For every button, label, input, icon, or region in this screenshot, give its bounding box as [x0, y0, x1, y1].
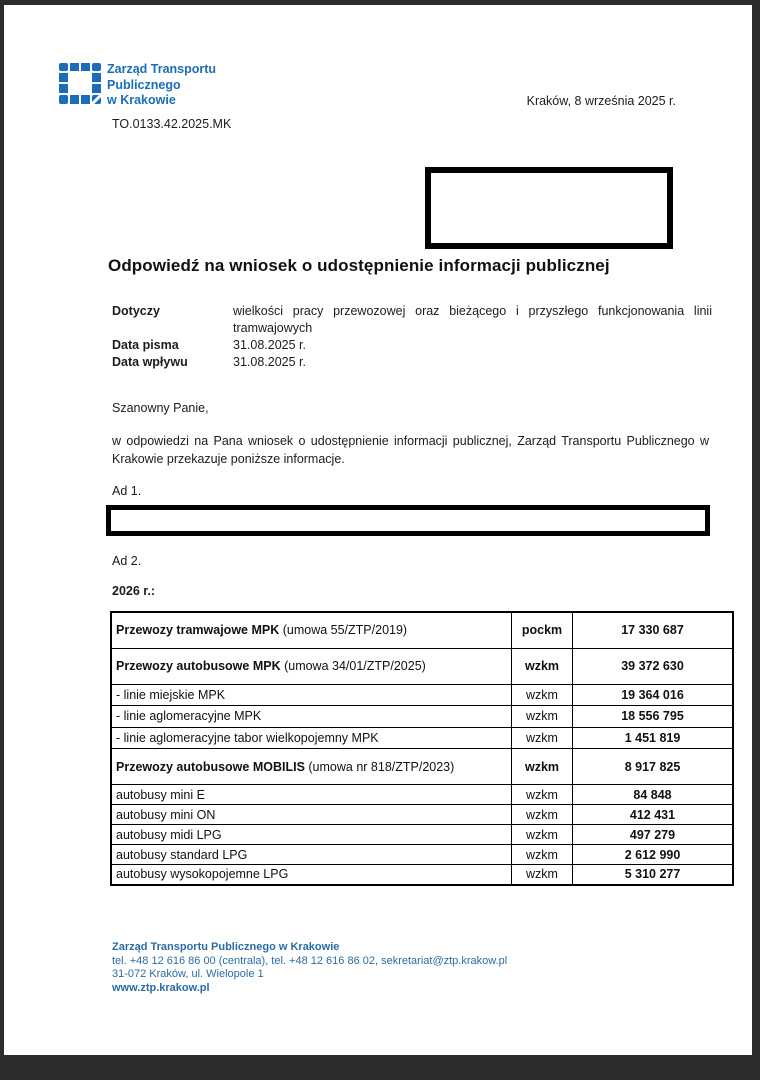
year-heading: 2026 r.: [112, 584, 156, 598]
row-label-rest: - linie aglomeracyjne tabor wielkopojemny MPK [116, 730, 379, 745]
row-value-cell: 39 372 630 [573, 648, 734, 684]
ad1-label: Ad 1. [112, 484, 142, 498]
row-label-cell [111, 749, 512, 785]
row-label-strong: Przewozy tramwajowe MPK [116, 623, 280, 638]
dateline: Kraków, 8 września 2025 r. [526, 94, 676, 108]
meta-label: Data wpływu [112, 355, 188, 369]
meta-row-letter-date [112, 337, 712, 354]
row-label-cell [111, 805, 512, 825]
document-page [4, 5, 752, 1055]
table-row [111, 706, 733, 728]
row-label-cell [111, 865, 512, 885]
row-label-cell [111, 706, 512, 728]
row-label-rest: autobusy mini ON [116, 807, 216, 822]
row-label-rest: autobusy midi LPG [116, 827, 222, 842]
row-label-strong: Przewozy autobusowe MOBILIS [116, 759, 305, 774]
row-label-rest: autobusy mini E [116, 787, 205, 802]
redaction-box-recipient [425, 167, 673, 249]
row-label-strong: Przewozy autobusowe MPK [116, 659, 281, 673]
meta-value: wielkości pracy przewozowej oraz bieżącego i przyszłego funkcjonowania linii tramwajowych [233, 304, 712, 335]
row-unit-cell: wzkm [512, 865, 573, 885]
row-value-cell: 1 451 819 [573, 727, 734, 749]
row-value-cell: 2 612 990 [573, 845, 734, 865]
salutation: Szanowny Panie, [112, 401, 209, 415]
meta-label: Dotyczy [112, 304, 160, 318]
table-row [111, 612, 733, 648]
table-row [111, 785, 733, 805]
row-label-cell [111, 825, 512, 845]
table-row [111, 845, 733, 865]
row-label-cell [111, 727, 512, 749]
row-value-cell: 5 310 277 [573, 865, 734, 885]
reference-number: TO.0133.42.2025.MK [112, 117, 232, 131]
row-label-cell [111, 785, 512, 805]
org-name [107, 62, 216, 109]
table-row [111, 684, 733, 706]
org-name-line: Zarząd Transportu [107, 62, 217, 76]
letter-title: Odpowiedź na wniosek o udostępnienie informacji publicznej [108, 256, 610, 275]
org-name-line: Publicznego [107, 77, 181, 92]
row-label-rest: autobusy standard LPG [116, 847, 248, 862]
row-unit-cell: wzkm [512, 825, 573, 845]
org-name-line: w Krakowie [107, 93, 176, 107]
meta-block [112, 303, 712, 371]
row-unit-cell: wzkm [512, 749, 573, 785]
row-value-cell: 84 848 [573, 785, 734, 805]
table-row [111, 749, 733, 785]
row-unit-cell: wzkm [512, 706, 573, 728]
redaction-box-ad1 [106, 505, 710, 536]
transport-work-table [110, 611, 734, 886]
work-table-body [111, 612, 733, 885]
table-row [111, 648, 733, 684]
table-row [111, 825, 733, 845]
row-unit-cell: wzkm [512, 805, 573, 825]
row-label-rest: autobusy wysokopojemne LPG [116, 867, 289, 882]
row-label-rest: (umowa nr 818/ZTP/2023) [304, 759, 455, 774]
meta-row-subject [112, 303, 712, 337]
row-label-rest: - linie aglomeracyjne MPK [116, 709, 262, 724]
meta-label: Data pisma [112, 338, 179, 352]
row-unit-cell: wzkm [512, 727, 573, 749]
row-unit-cell: wzkm [512, 684, 573, 706]
row-label-cell [111, 612, 512, 648]
row-value-cell: 19 364 016 [573, 684, 734, 706]
row-unit-cell: wzkm [512, 785, 573, 805]
ztp-logo-icon [58, 62, 102, 106]
row-label-rest: (umowa 34/01/ZTP/2025) [280, 659, 426, 673]
footer-org-name: Zarząd Transportu Publicznego w Krakowie [112, 941, 340, 953]
meta-value: 31.08.2025 r. [233, 338, 306, 352]
row-label-cell [111, 845, 512, 865]
footer-phone-email: tel. +48 12 616 86 00 (centrala), tel. +48 12 616 86 02, sekretariat@ztp.krakow.pl [112, 954, 508, 967]
row-label-cell [111, 648, 512, 684]
footer-address: 31-072 Kraków, ul. Wielopole 1 [112, 968, 264, 980]
table-row [111, 727, 733, 749]
table-row [111, 865, 733, 885]
meta-value: 31.08.2025 r. [233, 355, 306, 369]
row-value-cell: 412 431 [573, 805, 734, 825]
row-label-cell [111, 684, 512, 706]
meta-row-received-date [112, 354, 712, 371]
row-unit-cell: pockm [512, 612, 573, 648]
row-value-cell: 18 556 795 [573, 706, 734, 728]
row-value-cell: 497 279 [573, 825, 734, 845]
row-unit-cell: wzkm [512, 845, 573, 865]
row-value-cell: 8 917 825 [573, 749, 734, 785]
row-label-rest: (umowa 55/ZTP/2019) [279, 623, 408, 638]
row-label-rest: - linie miejskie MPK [116, 687, 226, 702]
row-unit-cell: wzkm [512, 648, 573, 684]
row-value-cell: 17 330 687 [573, 612, 734, 648]
footer-website: www.ztp.krakow.pl [112, 981, 210, 994]
ad2-label: Ad 2. [112, 554, 142, 568]
table-row [111, 805, 733, 825]
body-paragraph: w odpowiedzi na Pana wniosek o udostępnienie informacji publicznej, Zarząd Transportu Publicznego w Krakowie przekazuje poniższe informacje. [112, 434, 709, 466]
footer-contact-block [112, 941, 632, 995]
